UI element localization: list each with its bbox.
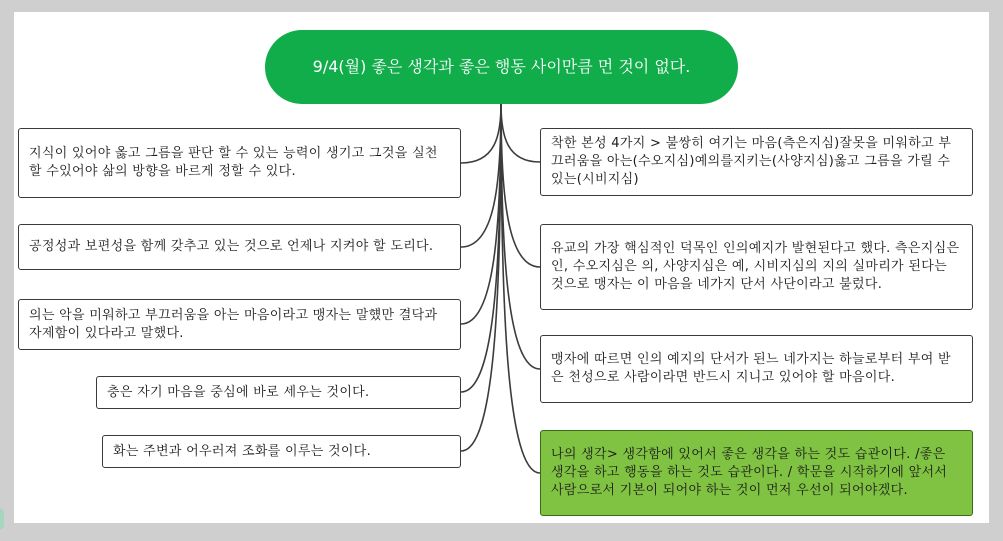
left-node-3[interactable] — [18, 299, 461, 350]
right-node-1-text: 착한 본성 4가지 > 불쌍히 여기는 마음(측은지심)잘못을 미워하고 부끄러움을 아는(수오지심)예의를지키는(사양지심)옳고 그름을 가릴 수 있는(시비지심) — [551, 136, 952, 187]
left-node-5[interactable] — [102, 435, 461, 468]
left-node-4-text: 충은 자기 마음을 중심에 바로 세우는 것이다. — [107, 384, 370, 400]
left-node-4[interactable] — [96, 376, 461, 409]
right-node-4-my-thoughts[interactable] — [540, 430, 973, 516]
right-node-3-text: 맹자에 따르면 인의 예지의 단서가 된느 네가지는 하늘로부터 부여 받은 천성으로 사람이라면 반드시 지니고 있어야 할 마음이다. — [551, 352, 951, 385]
left-node-1-text: 지식이 있어야 옳고 그름을 판단 할 수 있는 능력이 생기고 그것을 실천 할 수있어야 삶의 방향을 바르게 정할 수 있다. — [29, 146, 438, 179]
right-node-4-text: 나의 생각> 생각함에 있어서 좋은 생각을 하는 것도 습관이다. /좋은 생각을 하고 행동을 하는 것도 습관이다. / 학문을 시작하기에 앞서서 사람으로서 기본이 되어야 하는 것이 먼저 우선이 되어야겠다. — [551, 447, 948, 498]
decorative-edge-shape — [0, 508, 4, 530]
right-node-2[interactable] — [540, 224, 973, 310]
left-node-3-text: 의는 악을 미워하고 부끄러움을 아는 마음이라고 맹자는 말헀만 결닥과 자제함이 있다라고 말했다. — [29, 307, 438, 341]
root-topic-title: 9/4(월) 좋은 생각과 좋은 행동 사이만큼 먼 것이 없다. — [312, 57, 691, 76]
right-node-3[interactable] — [540, 335, 973, 403]
left-node-5-text: 화는 주변과 어우러져 조화를 이루는 것이다. — [113, 443, 372, 459]
left-node-2[interactable] — [18, 224, 461, 270]
left-node-1[interactable] — [18, 128, 461, 198]
right-node-2-text: 유교의 가장 핵심적인 덕목인 인의예지가 발현된다고 했다. 측은지심은 인, 수오지심은 의, 사양지심은 예, 시비지심의 지의 실마리가 된다는 것으로 맹자는 이 마음을 네가지 단서 사단이라고 불렀다. — [551, 241, 960, 292]
right-node-1[interactable] — [540, 128, 973, 196]
left-node-2-text: 공정성과 보편성을 함께 갖추고 있는 것으로 언제나 지켜야 할 도리다. — [29, 239, 434, 254]
root-topic[interactable] — [265, 30, 738, 104]
